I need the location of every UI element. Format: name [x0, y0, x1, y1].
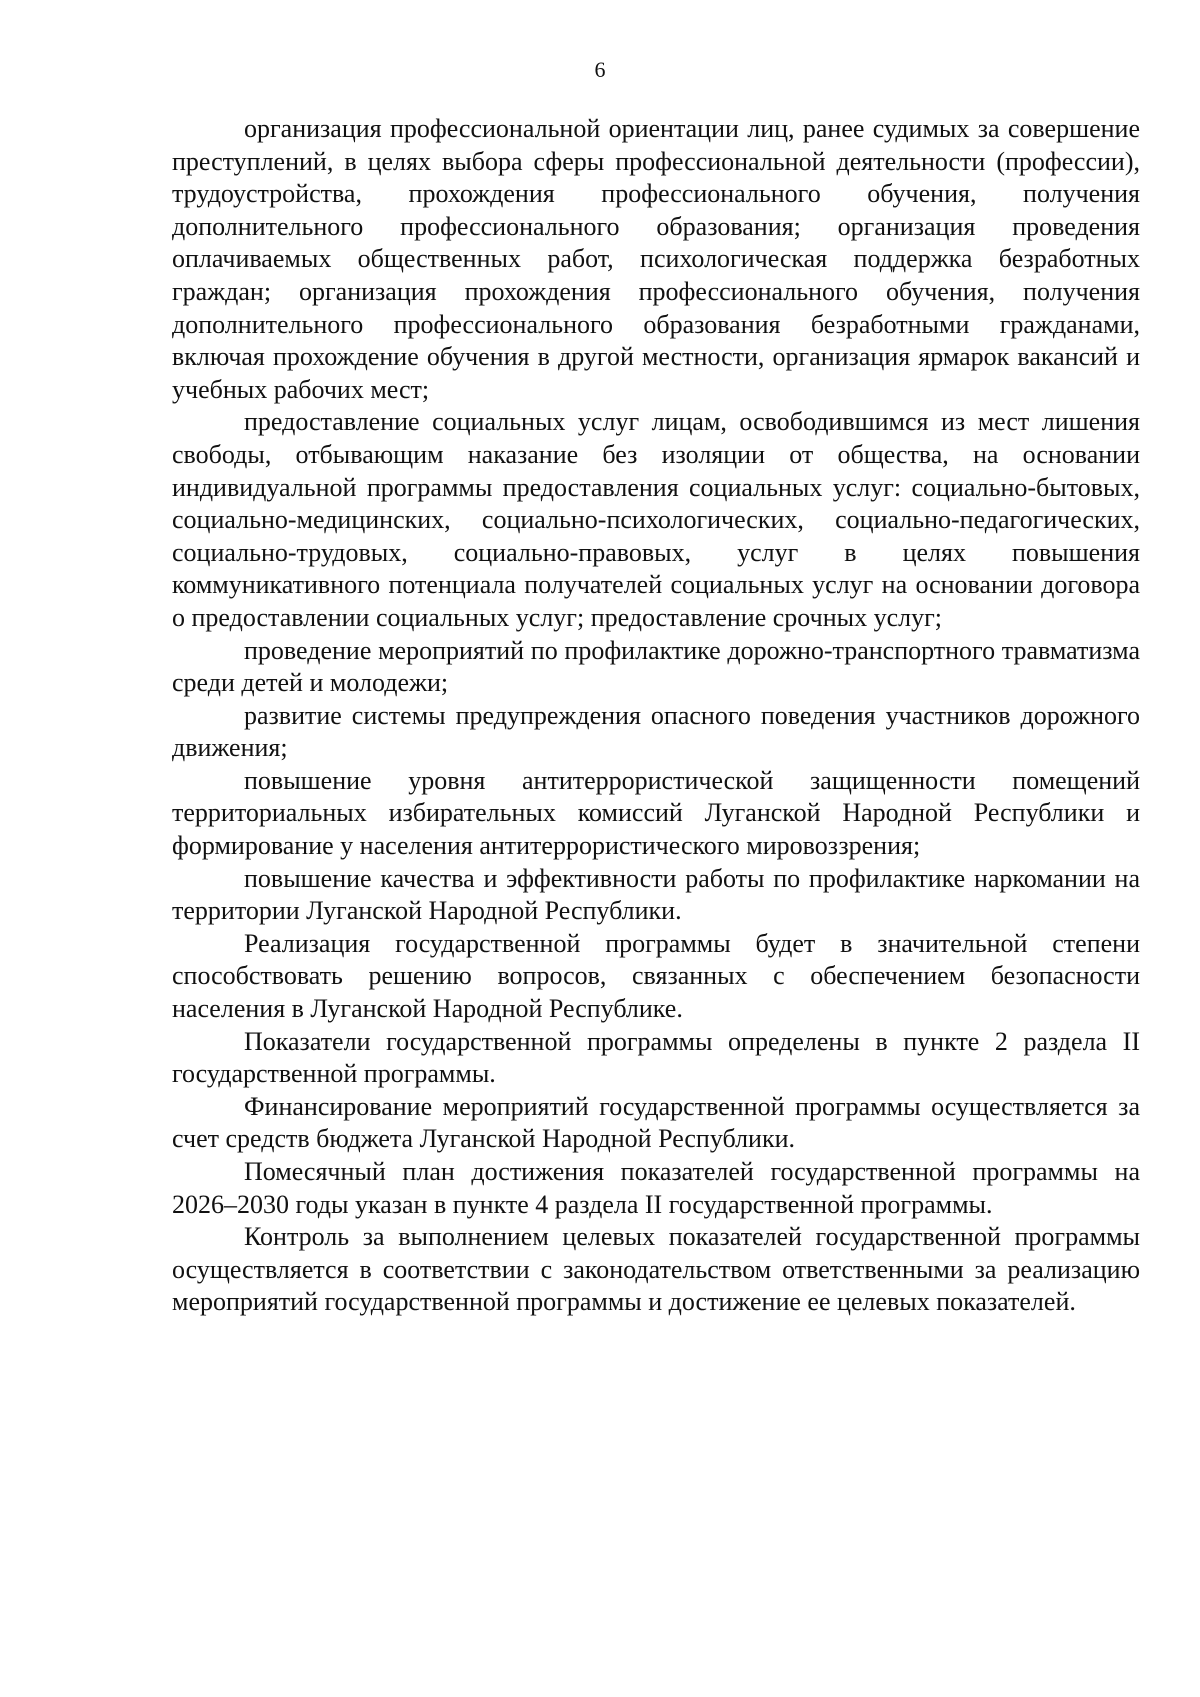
- paragraph-road-injury-prevention: проведение мероприятий по профилактике дорожно-транспортного травматизма среди детей и молодежи;: [172, 635, 1140, 698]
- paragraph-financing: Финансирование мероприятий государственной программы осуществляется за счет средств бюджета Луганской Народной Республики.: [172, 1091, 1140, 1154]
- paragraph-program-implementation: Реализация государственной программы будет в значительной степени способствовать решению вопросов, связанных с обеспечением безопасности населения в Луганской Народной Республике.: [172, 928, 1140, 1024]
- paragraph-program-indicators: Показатели государственной программы определены в пункте 2 раздела II государственной программы.: [172, 1026, 1140, 1089]
- paragraph-control: Контроль за выполнением целевых показателей государственной программы осуществляется в соответствии с законодательством ответственными за реализацию мероприятий государственной программы и достижение ее целевых показателей.: [172, 1222, 1140, 1317]
- page-number: 6: [594, 57, 606, 82]
- paragraph-drug-addiction-prevention: повышение качества и эффективности работы по профилактике наркомании на территории Луганской Народной Республики.: [172, 863, 1140, 926]
- paragraph-professional-orientation: организация профессиональной ориентации лиц, ранее судимых за совершение преступлений, в целях выбора сферы профессиональной деятельности (профессии), трудоустройства, прохождения профессионального обучения, получения дополнительного профессионального образования; организация проведения оплачиваемых общественных работ, психологическая поддержка безработных граждан; организация прохождения профессионального обучения, получения дополнительного профессионального образования безработными гражданами, включая прохождение обучения в другой местности, организация ярмарок вакансий и учебных рабочих мест;: [172, 114, 1140, 404]
- paragraph-monthly-plan: Помесячный план достижения показателей государственной программы на 2026–2030 годы указан в пункте 4 раздела II государственной программы.: [172, 1157, 1140, 1219]
- paragraph-antiterrorism-security: повышение уровня антитеррористической защищенности помещений территориальных избирательных комиссий Луганской Народной Республики и формирование у населения антитеррористического мировоззрения;: [172, 765, 1140, 861]
- paragraph-road-behavior-system: развитие системы предупреждения опасного поведения участников дорожного движения;: [172, 700, 1140, 763]
- document-body: [172, 113, 1140, 1319]
- paragraph-social-services: предоставление социальных услуг лицам, освободившимся из мест лишения свободы, отбывающим наказание без изоляции от общества, на основании индивидуальной программы предоставления социальных услуг: социально-бытовых, социально-медицинских, социально-психологических, социально-педагогических, социально-трудовых, социально-правовых, услуг в целях повышения коммуникативного потенциала получателей социальных услуг на основании договора о предоставлении социальных услуг; предоставление срочных услуг;: [172, 407, 1140, 632]
